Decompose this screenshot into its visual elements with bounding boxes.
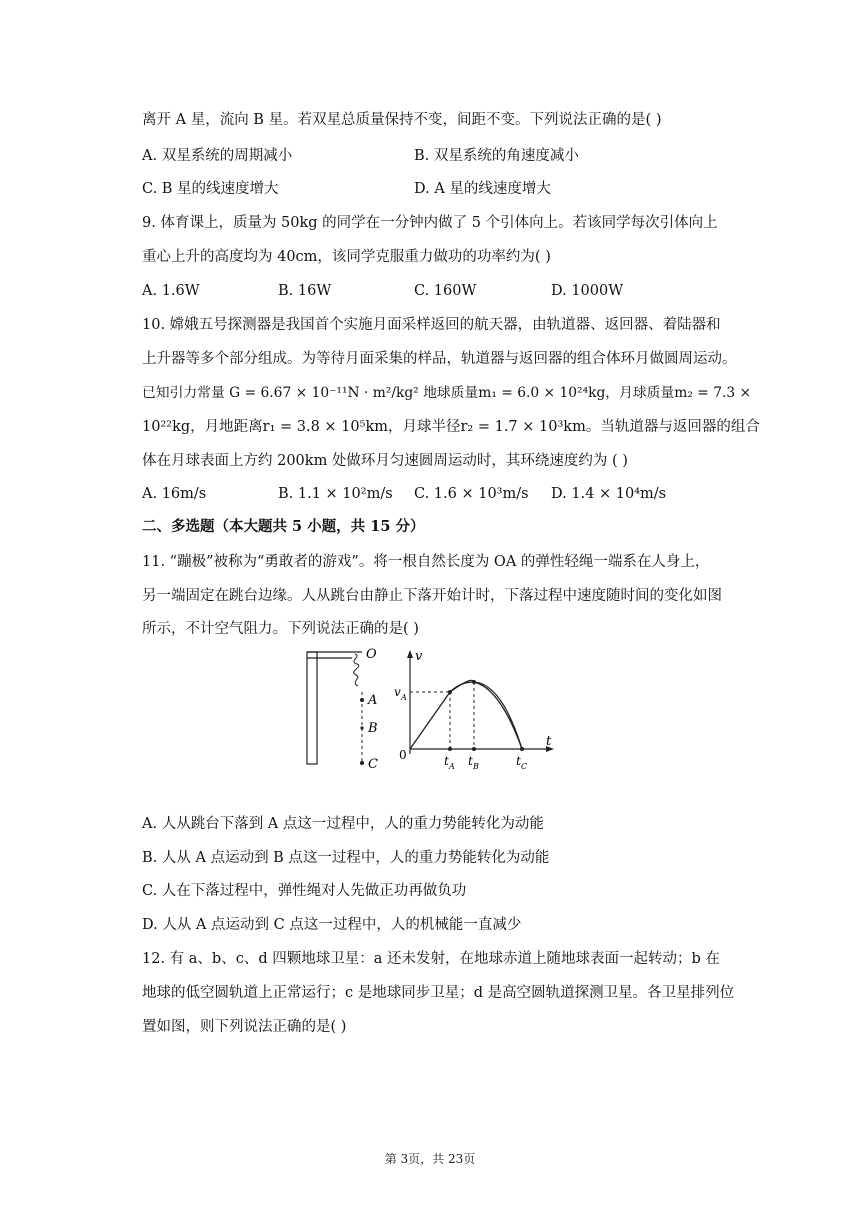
q9-option-a: A. 1.6W bbox=[142, 283, 200, 299]
axis-label-v: v bbox=[415, 649, 423, 664]
q10-option-b: B. 1.1 × 10²m/s bbox=[278, 486, 393, 502]
q12-stem-line1: 12. 有 a、b、c、d 四颗地球卫星：a 还未发射，在地球赤道上随地球表面一起转动；b 在 bbox=[142, 951, 720, 967]
label-b: B bbox=[368, 721, 378, 736]
q10-stem-line5: 体在月球表面上方约 200km 处做环月匀速圆周运动时，其环绕速度约为 ( ) bbox=[142, 453, 628, 469]
q12-stem-line3: 置如图，则下列说法正确的是( ) bbox=[142, 1019, 347, 1035]
q11-stem-line1: 11. “蹦极”被称为“勇敢者的游戏”。将一根自然长度为 OA 的弹性轻绳一端系在人身上， bbox=[142, 554, 710, 570]
q10-stem-line3: 已知引力常量 G = 6.67 × 10⁻¹¹N · m²/kg² 地球质量m₁ = 6.0 × 10²⁴kg，月球质量m₂ = 7.3 × bbox=[142, 385, 752, 401]
velocity-time-graph bbox=[407, 650, 554, 754]
q11-option-c: C. 人在下落过程中，弹性绳对人先做正功再做负功 bbox=[142, 883, 467, 899]
point-c bbox=[360, 761, 364, 765]
point-b bbox=[360, 726, 363, 729]
label-tb-sub: B bbox=[473, 762, 479, 771]
q11-figure bbox=[300, 644, 570, 776]
section-heading: 二、多选题（本大题共 5 小题，共 15 分） bbox=[142, 518, 425, 535]
label-va-sub: A bbox=[401, 693, 407, 702]
q11-stem-line2: 另一端固定在跳台边缘。人从跳台由静止下落开始计时，下落过程中速度随时间的变化如图 bbox=[142, 588, 722, 604]
label-o: O bbox=[366, 647, 377, 662]
q9-option-d: D. 1000W bbox=[551, 283, 624, 299]
q8-option-a: A. 双星系统的周期减小 bbox=[142, 148, 293, 164]
label-origin: 0 bbox=[399, 748, 407, 762]
label-a: A bbox=[368, 693, 378, 708]
velocity-curve bbox=[410, 680, 522, 749]
point-a bbox=[360, 698, 364, 702]
q8-option-b: B. 双星系统的角速度减小 bbox=[414, 148, 579, 164]
q10-stem-line2: 上升器等多个部分组成。为等待月面采集的样品，轨道器与返回器的组合体环月做圆周运动。 bbox=[142, 351, 737, 367]
q9-stem-line1: 9. 体育课上，质量为 50kg 的同学在一分钟内做了 5 个引体向上。若该同学每次引体向上 bbox=[142, 215, 718, 231]
q11-option-b: B. 人从 A 点运动到 B 点这一过程中，人的重力势能转化为动能 bbox=[142, 850, 550, 866]
q9-stem-line2: 重心上升的高度均为 40cm，该同学克服重力做功的功率约为( ) bbox=[142, 249, 551, 265]
q10-option-c: C. 1.6 × 10³m/s bbox=[414, 486, 529, 502]
label-ta-sub: A bbox=[449, 762, 455, 771]
q11-stem-line3: 所示，不计空气阻力。下列说法正确的是( ) bbox=[142, 621, 419, 637]
q12-stem-line2: 地球的低空圆轨道上正常运行；c 是地球同步卫星；d 是高空圆轨道探测卫星。各卫星排列位 bbox=[142, 985, 735, 1001]
label-tb: t bbox=[468, 754, 473, 768]
label-tc: t bbox=[516, 754, 521, 768]
jump-platform bbox=[307, 652, 362, 764]
q9-option-c: C. 160W bbox=[414, 283, 477, 299]
q10-option-d: D. 1.4 × 10⁴m/s bbox=[551, 486, 667, 502]
q9-option-b: B. 16W bbox=[278, 283, 332, 299]
q10-stem-line4: 10²²kg，月地距离r₁ = 3.8 × 10⁵km，月球半径r₂ = 1.7 × 10³km。当轨道器与返回器的组合 bbox=[142, 419, 760, 435]
label-ta: t bbox=[444, 754, 449, 768]
q10-stem-line1: 10. 嫦娥五号探测器是我国首个实施月面采样返回的航天器，由轨道器、返回器、着陆器和 bbox=[142, 317, 721, 333]
q11-option-d: D. 人从 A 点运动到 C 点这一过程中，人的机械能一直减少 bbox=[142, 917, 522, 933]
page-number: 第 3页，共 23页 bbox=[384, 1152, 476, 1166]
q8-option-c: C. B 星的线速度增大 bbox=[142, 181, 279, 197]
label-tc-sub: C bbox=[521, 762, 528, 771]
q8-stem: 离开 A 星，流向 B 星。若双星总质量保持不变，间距不变。下列说法正确的是( ) bbox=[142, 112, 662, 128]
q10-option-a: A. 16m/s bbox=[142, 486, 207, 502]
q11-option-a: A. 人从跳台下落到 A 点这一过程中，人的重力势能转化为动能 bbox=[142, 816, 544, 832]
elastic-rope bbox=[354, 654, 359, 686]
label-va: v bbox=[394, 685, 401, 699]
label-c: C bbox=[368, 757, 378, 772]
axis-label-t: t bbox=[546, 734, 552, 749]
q8-option-d: D. A 星的线速度增大 bbox=[414, 181, 551, 197]
